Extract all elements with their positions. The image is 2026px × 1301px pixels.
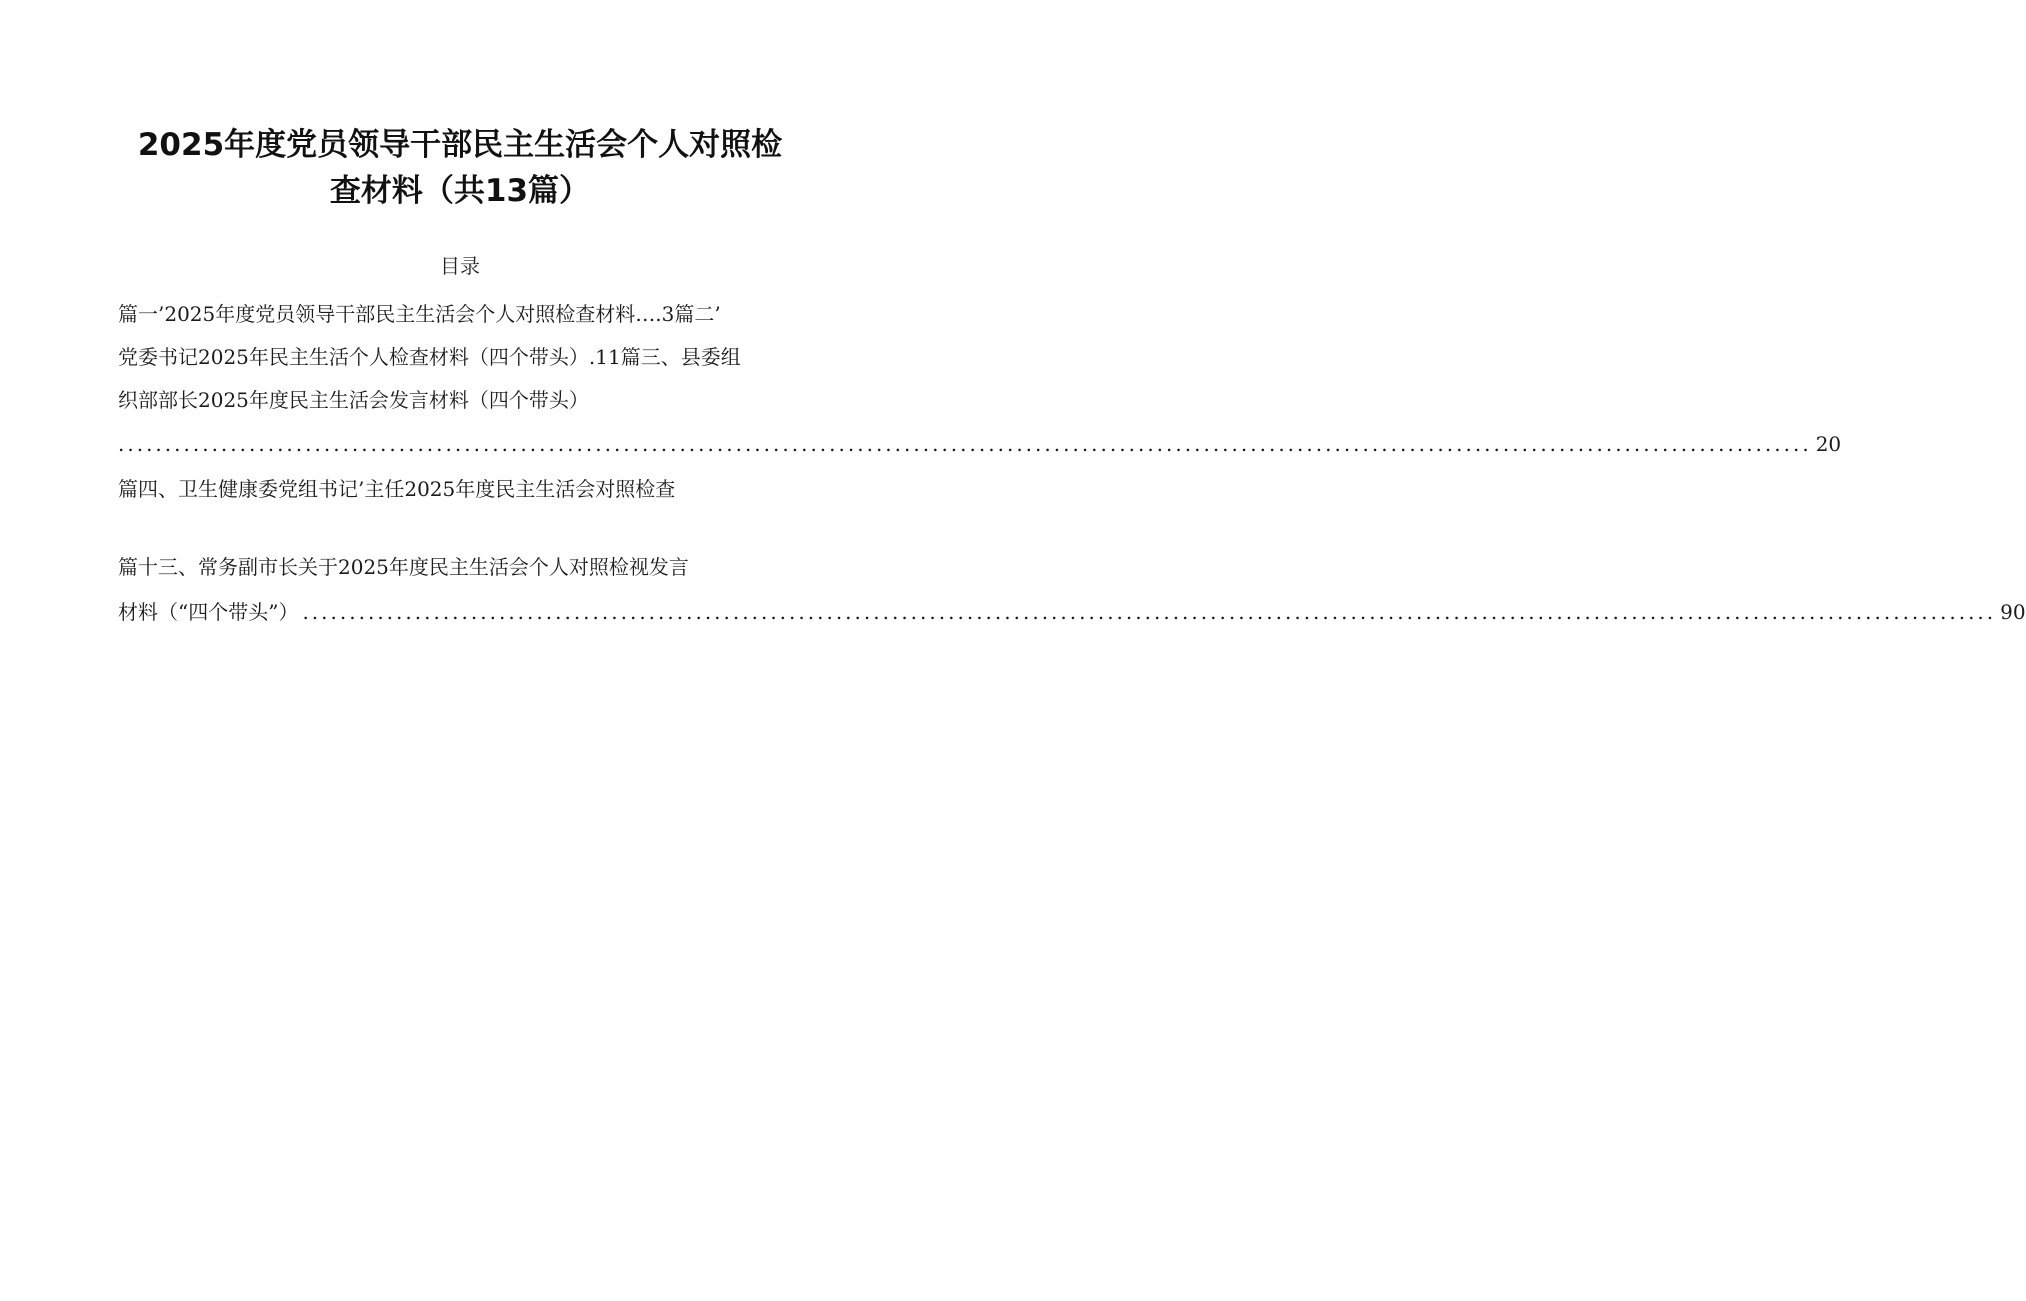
- toc-entry-leader-row-2: [118, 598, 2026, 626]
- toc-heading: 目录: [440, 254, 480, 278]
- toc-entry-line-5: 篇四、卫生健康委党组书记’主任2025年度民主生活会对照检查: [118, 477, 676, 501]
- document-title-line-1: 2025年度党员领导干部民主生活会个人对照检: [137, 127, 783, 163]
- document-title-line-2: 查材料（共13篇）: [329, 173, 591, 209]
- toc-entry-line-7: 材料（“四个带头”）: [118, 600, 299, 624]
- toc-leader-dots: .....................................................................................................................................................................................: [302, 600, 1997, 624]
- toc-entry-leader-row-1: [118, 430, 1842, 458]
- toc-entry-line-2: 党委书记2025年民主生活个人检查材料（四个带头）.11篇三、县委组: [118, 345, 741, 369]
- toc-entry-line-1: 篇一’2025年度党员领导干部民主生活会个人对照检查材料….3篇二’: [118, 302, 721, 326]
- toc-leader-dots: .....................................................................................................................................................................................: [118, 432, 1812, 456]
- toc-page-number: 20: [1815, 432, 1842, 456]
- toc-page-number: 90: [2000, 600, 2026, 624]
- toc-entry-line-6: 篇十三、常务副市长关于2025年度民主生活会个人对照检视发言: [118, 555, 689, 579]
- toc-entry-line-3: 织部部长2025年度民主生活会发言材料（四个带头）: [118, 388, 589, 412]
